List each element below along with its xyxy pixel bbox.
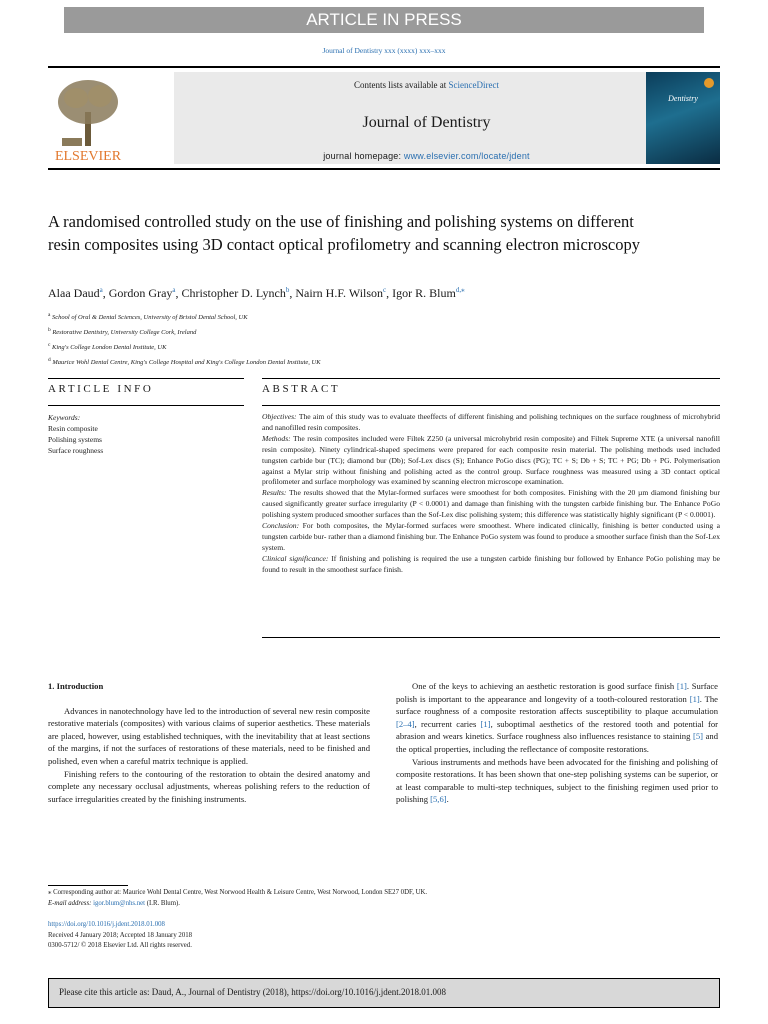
email-suffix: (I.R. Blum). [145,899,180,907]
corresponding-author-note: ⁎ Corresponding author at: Maurice Wohl Dental Centre, West Norwood Health & Leisure Centre, West Norwood, London SE27 0DF, UK. [48,889,428,896]
text-run: . [446,794,449,805]
journal-header [48,66,720,170]
author-affiliation-mark[interactable]: a [172,286,176,294]
affiliation-mark: d [48,357,51,364]
affiliation-item [48,309,708,324]
abstract-mid-rule [262,405,720,406]
citation-link[interactable]: [1] [689,693,700,704]
affiliation-item [48,354,708,369]
text-run: . The surface roughness of a composite restoration affects susceptibility to plaque accumulation [396,693,718,717]
homepage-prefix: journal homepage: [323,151,404,161]
header-bottom-rule [48,168,720,170]
text-run: Various instruments and methods have been advocated for the finishing and polishing of composite restorations. It has been shown that one-step polishing systems can be superior, or at least comparable to multi-step techniques, subject to the finishing regimen used prior to polishing [396,756,718,805]
author-name[interactable]: Nairn H.F. Wilson [295,286,384,300]
author-name[interactable]: Gordon Gray [108,286,173,300]
journal-cover-image[interactable] [646,72,720,164]
citation-link[interactable]: [1] [480,718,491,729]
abstract-clinical-significance [262,554,720,576]
text-run: , recurrent caries [414,718,481,729]
email-link[interactable]: igor.blum@nhs.net [93,899,146,907]
affiliation-mark: c [48,342,51,349]
section-heading-introduction: 1. Introduction [48,681,104,691]
email-label: E-mail address: [48,899,94,907]
affiliation-mark: b [48,327,51,334]
article-info-heading: ARTICLE INFO [48,383,154,395]
received-dates: Received 4 January 2018; Accepted 18 January 2018 [48,931,193,939]
keyword-item: Surface roughness [48,446,104,455]
journal-title: Journal of Dentistry [362,114,491,131]
citation-link[interactable]: [1] [676,681,687,691]
footnotes [48,888,708,909]
affiliation-item [48,339,708,354]
cover-title: Dentistry [668,94,698,103]
affiliation-text: School of Oral & Dental Sciences, University of Bristol Dental School, UK [52,314,248,322]
clinical-text: If finishing and polishing is required the use a tungsten carbide finishing bur followed by Enhance PoGo polishing may be found to result in the smoothest surface finish. [262,553,720,574]
copyright-line: 0300-5712/ © 2018 Elsevier Ltd. All rights reserved. [48,942,192,949]
body-left-column [48,680,370,805]
affiliation-text: King's College London Dental Institute, UK [52,344,167,352]
doi-link[interactable]: https://doi.org/10.1016/j.jdent.2018.01.008 [48,921,165,928]
abstract-methods [262,434,720,489]
author-list: Alaa Daud$^a$, Gordon Gray$^a$, Christopher D. Lynch$^b$, Nairn H.F. Wilson$^c$, Igor R. Blum$^{d,⁎}$ [48,286,465,300]
contents-prefix: Contents lists available at [354,80,449,90]
affiliation-text: Maurice Wohl Dental Centre, King's College Hospital and King's College London Dental Institute, UK [52,359,321,367]
body-paragraph: Finishing refers to the contouring of the restoration to obtain the desired anatomy and complete any necessary occlusal adjustments, whereas polishing refers to the reduction of surface irregularities created by the finishing instruments. [48,768,370,804]
author-affiliation-mark[interactable]: c [383,286,387,294]
journal-info-box [174,72,679,164]
methods-text: The resin composites included were Filtek Z250 (a universal microhybrid resin composite) and Filtek Supreme XTE (a universal nanofill resin composite). Ninety cylindrical-shaped specimens were prepared for each composite resin material. The polishing methods used included tungsten carbide bur (TC); diamond bur (Db); Sof-Lex discs (S); Enhance PoGo discs (PG); TC + S; Db + S; TC + PG; Db + PG. Polymerisation against a Mylar strip without finishing and polishing acted as the control group. Surface roughness was measured using a 3D contact optical profilometer and surface morphology was examined by scanning electron microscope examination. [262,433,720,487]
contents-line [174,80,679,90]
citation-link[interactable]: [5] [692,731,703,742]
abstract-bottom-rule [262,637,720,638]
keywords-label: Keywords: [48,413,81,422]
objectives-text: The aim of this study was to evaluate theeffects of different finishing and polishing techniques on the surface roughness of microhybrid and nanofilled resin composites. [262,412,720,432]
keywords-block [48,412,248,456]
article-in-press-banner: ARTICLE IN PRESS [64,7,704,33]
body-paragraph: Advances in nanotechnology have led to the introduction of several new resin composite restorative materials (composites) with various claims of superior aesthetics. These materials are placed, however, using established techniques, with the inevitability that at least sections of the margins, if not the surfaces of restorations of these materials, need to be finished and polished, even when a careful matrix technique is applied. [48,705,370,766]
citation-text: Please cite this article as: Daud, A., Journal of Dentistry (2018), https://doi.org/10.1016/j.jdent.2018.01.008 [59,987,447,997]
citation-link[interactable]: [2–4] [396,718,415,729]
objectives-label: Objectives: [262,412,297,421]
abstract-heading: ABSTRACT [262,383,341,395]
author-name[interactable]: Christopher D. Lynch [181,286,286,300]
affiliation-item [48,324,708,339]
abstract-objectives [262,412,720,434]
author-affiliation-mark[interactable]: d,⁎ [455,286,465,294]
citation-link[interactable]: [5,6] [430,794,447,805]
footnote-rule [48,885,128,886]
results-label: Results: [262,488,287,498]
author-name[interactable]: Alaa Daud [48,286,100,300]
abstract-conclusion [262,521,720,554]
email-line [48,899,708,910]
elsevier-wordmark: ELSEVIER [54,149,122,164]
author-affiliation-mark[interactable]: a [99,286,103,294]
author-affiliation-mark[interactable]: b [285,286,290,294]
citation-box [48,978,720,1008]
conclusion-label: Conclusion: [262,521,300,531]
header-top-rule [48,66,720,68]
text-run: One of the keys to achieving an aesthetic restoration is good surface finish [412,681,677,691]
keyword-item: Resin composite [48,424,98,433]
text-run: . Surface polish is important to the appearance and longevity of a tooth-coloured restoration [396,681,718,704]
abstract-body [262,412,720,576]
conclusion-text: For both composites, the Mylar-formed surfaces were smoothest. Where indicated clinically, finishing is better conducted using a tungsten carbide bur- rather than a diamond finishing bur. The Enhance PoGo system was found to produce a smoother surface finish than the Sof-Lex system. [262,521,720,552]
body-paragraph [396,680,718,756]
abstract-results [262,488,720,521]
elsevier-logo[interactable] [48,72,128,164]
abstract-top-rule [262,378,720,379]
affiliation-text: Restorative Dentistry, University College Cork, Ireland [52,329,197,337]
info-top-rule [48,378,244,379]
text-run: and the optical properties, including the reflectance of composite restorations. [396,731,718,754]
methods-label: Methods: [262,433,291,443]
clinical-label: Clinical significance: [262,553,329,563]
sciencedirect-link[interactable]: ScienceDirect [448,80,499,90]
results-text: The results showed that the Mylar-formed surfaces were smoothest for both composites. Finishing with the 20 µm diamond finishing bur caused significantly greater surface irregularity (P < 0.0001) and damage than finishing with the tungsten carbide finishing bur. The Enhance PoGo polishing system produced smoother surfaces than the Sof-Lex disc polishing system; this difference was statistically highly significant (P < 0.0001). [262,488,721,520]
affiliation-list [48,309,708,370]
article-title: A randomised controlled study on the use of finishing and polishing systems on different resin composites using 3D contact optical profilometry and scanning electron microscopy [48,212,641,254]
journal-reference-link[interactable]: Journal of Dentistry xxx (xxxx) xxx–xxx [322,46,446,55]
text-run: , suboptimal aesthetics of the restored tooth and potential for abrasion and wears kinetics. Surface roughness also influences resistance to staining [396,718,718,742]
body-right-column [396,680,718,806]
homepage-link[interactable]: www.elsevier.com/locate/jdent [403,151,530,161]
keyword-item: Polishing systems [48,435,102,444]
body-paragraph [396,756,718,806]
info-mid-rule [48,405,244,406]
author-name[interactable]: Igor R. Blum [392,286,456,300]
affiliation-mark: a [48,312,51,318]
homepage-line [174,151,679,161]
cover-badge-icon [704,78,714,88]
elsevier-tree-icon [48,72,128,164]
publication-info [48,920,448,952]
